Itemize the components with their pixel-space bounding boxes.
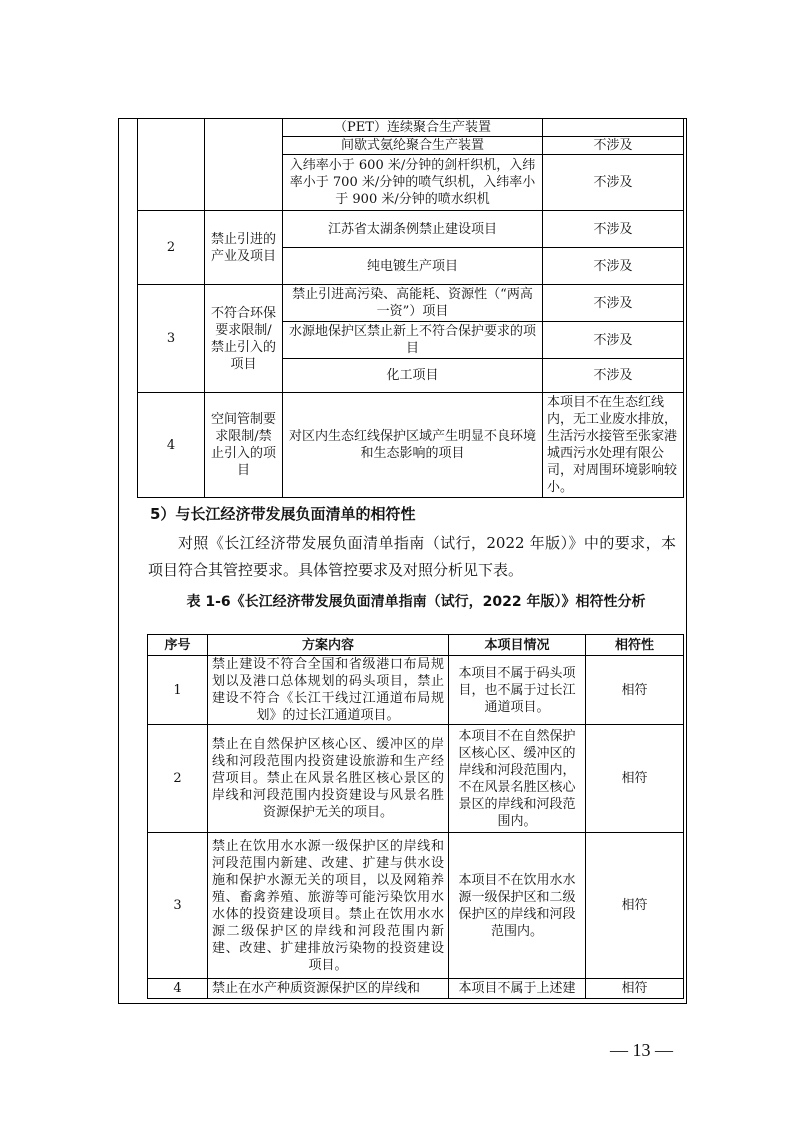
row-number-cell: 3 — [148, 833, 208, 979]
yangtze-negative-list-table — [147, 634, 684, 999]
row-number-cell — [138, 119, 205, 211]
category-cell: 空间管制要求限制/禁止引入的项目 — [205, 393, 283, 498]
category-cell: 禁止引进的产业及项目 — [205, 211, 283, 285]
column-header: 方案内容 — [208, 635, 449, 656]
item-cell: 禁止引进高污染、高能耗、资源性（“两高一资”）项目 — [283, 285, 543, 322]
row-number-cell: 2 — [148, 725, 208, 833]
row-number-cell: 4 — [148, 979, 208, 999]
item-cell: 间歇式氨纶聚合生产装置 — [283, 137, 543, 155]
section-heading: 5）与长江经济带发展负面清单的相符性 — [150, 505, 416, 523]
situation-cell: 本项目不属于上述建 — [449, 979, 586, 999]
column-header: 本项目情况 — [449, 635, 586, 656]
item-cell: 水源地保护区禁止新上不符合保护要求的项目 — [283, 322, 543, 359]
table-row — [138, 119, 684, 137]
row-number-cell: 1 — [148, 656, 208, 725]
item-cell: 入纬率小于 600 米/分钟的剑杆织机，入纬率小于 700 米/分钟的喷气织机，入纬率小于 900 米/分钟的喷水织机 — [283, 155, 543, 211]
table-row — [138, 211, 684, 248]
compliance-cell: 相符 — [586, 725, 684, 833]
compliance-cell: 相符 — [586, 833, 684, 979]
category-cell: 不符合环保要求限制/禁止引入的项目 — [205, 285, 283, 393]
table-header-row — [148, 635, 684, 656]
item-cell: （PET）连续聚合生产装置 — [283, 119, 543, 137]
item-cell: 化工项目 — [283, 359, 543, 393]
status-cell: 不涉及 — [543, 248, 684, 285]
body-paragraph: 对照《长江经济带发展负面清单指南（试行，2022 年版）》中的要求，本项目符合其管控要求。具体管控要求及对照分析见下表。 — [148, 534, 676, 579]
content-cell: 禁止建设不符合全国和省级港口布局规划以及港口总体规划的码头项目，禁止建设不符合《长江干线过江通道布局规划》的过长江通道项目。 — [208, 656, 449, 725]
item-cell: 纯电镀生产项目 — [283, 248, 543, 285]
status-cell: 不涉及 — [543, 137, 684, 155]
table-row — [148, 656, 684, 725]
status-cell — [543, 119, 684, 137]
situation-cell: 本项目不属于码头项目，也不属于过长江通道项目。 — [449, 656, 586, 725]
status-cell: 本项目不在生态红线内，无工业废水排放，生活污水接管至张家港城西污水处理有限公司，对周围环境影响较小。 — [543, 393, 684, 498]
category-cell — [205, 119, 283, 211]
row-number-cell: 4 — [138, 393, 205, 498]
situation-cell: 本项目不在自然保护区核心区、缓冲区的岸线和河段范围内，不在风景名胜区核心景区的岸线和河段范围内。 — [449, 725, 586, 833]
status-cell: 不涉及 — [543, 211, 684, 248]
content-cell: 禁止在自然保护区核心区、缓冲区的岸线和河段范围内投资建设旅游和生产经营项目。禁止在风景名胜区核心景区的岸线和河段范围内投资建设与风景名胜资源保护无关的项目。 — [208, 725, 449, 833]
content-cell: 禁止在水产种质资源保护区的岸线和 — [208, 979, 449, 999]
situation-cell: 本项目不在饮用水水源一级保护区和二级保护区的岸线和河段范围内。 — [449, 833, 586, 979]
table-row — [138, 285, 684, 322]
item-cell: 江苏省太湖条例禁止建设项目 — [283, 211, 543, 248]
table-row — [138, 393, 684, 498]
status-cell: 不涉及 — [543, 359, 684, 393]
restriction-table-continued — [137, 118, 684, 498]
content-cell: 禁止在饮用水水源一级保护区的岸线和河段范围内新建、改建、扩建与供水设施和保护水源无关的项目，以及网箱养殖、畜禽养殖、旅游等可能污染饮用水水体的投资建设项目。禁止在饮用水水源二级保护区的岸线和河段范围内新建、改建、扩建排放污染物的投资建设项目。 — [208, 833, 449, 979]
compliance-cell: 相符 — [586, 656, 684, 725]
status-cell: 不涉及 — [543, 322, 684, 359]
row-number-cell: 2 — [138, 211, 205, 285]
table-row — [148, 979, 684, 999]
column-header: 相符性 — [586, 635, 684, 656]
item-cell: 对区内生态红线保护区域产生明显不良环境和生态影响的项目 — [283, 393, 543, 498]
table-row — [148, 725, 684, 833]
table-caption: 表 1-6《长江经济带发展负面清单指南（试行，2022 年版）》相符性分析 — [186, 594, 646, 610]
row-number-cell: 3 — [138, 285, 205, 393]
page-number: — 13 — — [610, 1040, 673, 1060]
status-cell: 不涉及 — [543, 155, 684, 211]
compliance-cell: 相符 — [586, 979, 684, 999]
status-cell: 不涉及 — [543, 285, 684, 322]
table-row — [148, 833, 684, 979]
column-header: 序号 — [148, 635, 208, 656]
